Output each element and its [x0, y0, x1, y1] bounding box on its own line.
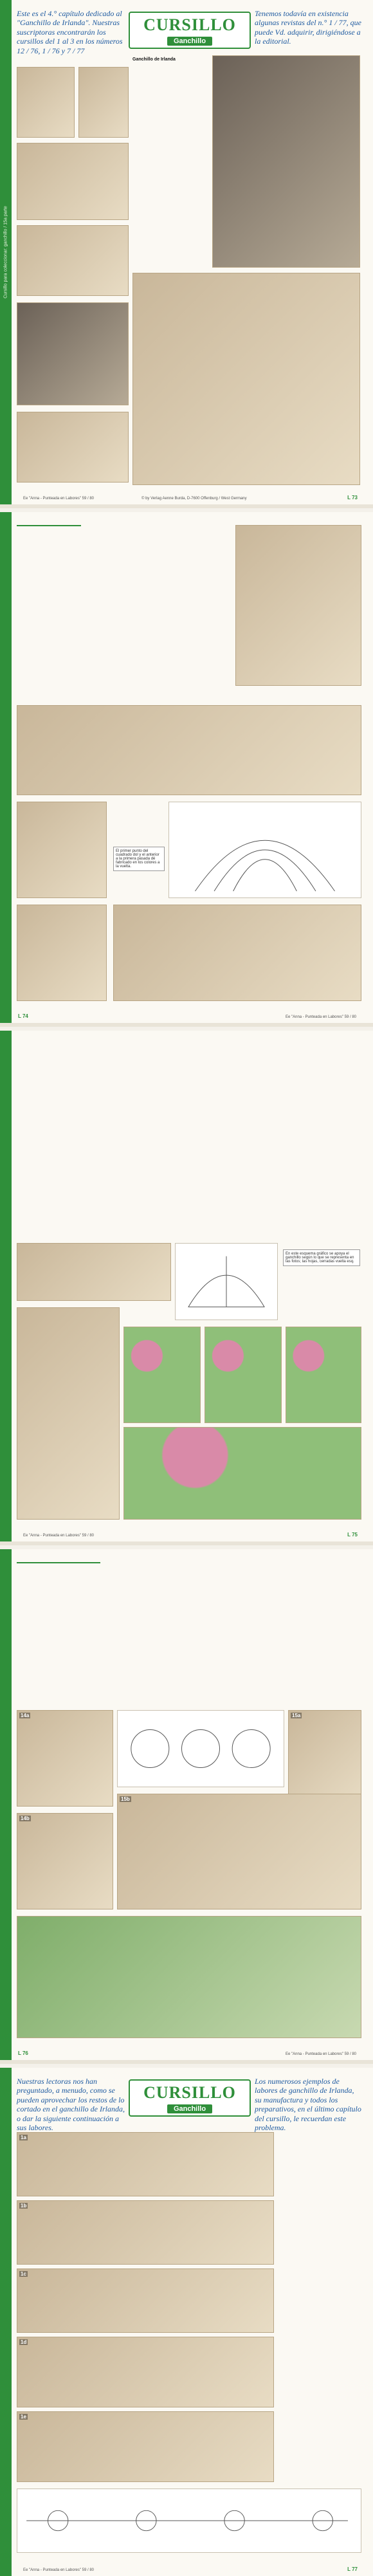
stitch-diagram-leaf	[175, 1243, 278, 1320]
crochet-photo-large-flower	[212, 55, 360, 268]
side-stripe	[0, 0, 12, 504]
text-column-2	[104, 1044, 188, 1237]
photo-label: 15b	[121, 1796, 130, 1802]
crochet-photo-15a	[288, 1710, 361, 1807]
intro-left: Nuestras lectoras nos han preguntado, a menudo, como se pueden aprovechar los restos de lo cortado en el ganchillo de Irlanda, o dar la siguiente continuación a sus labores.	[17, 2077, 125, 2132]
stitch-diagram-fan	[168, 802, 361, 898]
callout-note: En este esquema gráfico se apoya el ganchillo según lo que se representa en las fotos; las hojas, cerradas vuelta esq.	[283, 1249, 360, 1266]
crochet-photo-rings	[17, 225, 129, 296]
crochet-photo-1b	[17, 2200, 274, 2265]
crochet-photo-pink-flowers-b	[205, 1327, 282, 1423]
side-stripe	[0, 1549, 12, 2060]
crochet-photo-14b	[17, 1813, 113, 1909]
text-column-right	[279, 2132, 361, 2482]
crochet-photo-flower-edging	[17, 1916, 361, 2038]
photo-label: 1b	[21, 2203, 27, 2209]
crochet-photo-stem	[17, 1307, 120, 1520]
text-column-1	[17, 525, 81, 699]
photo-label: 14a	[21, 1713, 30, 1718]
crochet-photo-star	[17, 302, 129, 405]
stitch-diagram-bottom	[17, 2489, 361, 2553]
text-column-2	[85, 525, 156, 699]
crochet-photo-14a	[17, 1710, 113, 1807]
crochet-photo-leaves	[113, 905, 361, 1001]
crochet-photo-bottom	[132, 273, 360, 485]
crochet-photo-steps-b	[17, 905, 107, 1001]
crochet-photo-flower	[17, 143, 129, 220]
magazine-page-4	[0, 1549, 373, 2064]
text-column-3	[159, 525, 230, 699]
crochet-photo-strip-a	[17, 705, 361, 795]
crochet-photo-shell	[17, 67, 75, 138]
cursillo-banner	[129, 12, 251, 49]
footer: Ee "Anna - Punteada en Labores" 59 / 80	[23, 2568, 95, 2572]
magazine-page-5	[0, 2068, 373, 2576]
brand-subtitle: Ganchillo	[167, 2104, 212, 2113]
text-column-1	[132, 55, 208, 268]
page-number: L 73	[347, 495, 358, 501]
magazine-page-2	[0, 512, 373, 1027]
text-column-4	[279, 1562, 361, 1704]
crochet-photo-motif	[17, 412, 129, 483]
brand-title: CURSILLO	[143, 15, 236, 34]
crochet-photo-pink-flowers-c	[286, 1327, 361, 1423]
footer-mid: © by Verlag Aenne Burda, D-7600 Offenburg / West Germany	[141, 497, 247, 501]
text-column-2	[104, 1562, 188, 1704]
text-column-3	[192, 1562, 275, 1704]
intro-right: Los numerosos ejemplos de labores de ganchillo de Irlanda, su manufactura y todos los preparativos, en el último capítulo del cursillo, le recuerdan este problema.	[255, 2077, 361, 2132]
brand-title: CURSILLO	[143, 2083, 236, 2102]
photo-label: 14b	[21, 1816, 30, 1821]
photo-label: 1c	[21, 2271, 26, 2277]
intro-left: Este es el 4.° capítulo dedicado al "Ganchillo de Irlanda". Nuestras suscriptoras encontrarán los cursillos del 1 al 3 en los números 12 / 76, 1 / 76 y 7 / 77	[17, 9, 123, 55]
footer: Ee "Anna - Punteada en Labores" 59 / 80	[285, 2052, 356, 2056]
footer: Ee "Anna - Punteada en Labores" 59 / 80	[285, 1015, 356, 1019]
page-number: L 77	[347, 2566, 358, 2572]
photo-label: 1a	[21, 2135, 26, 2140]
crochet-photo-15b	[117, 1794, 361, 1909]
text-column-4	[279, 1044, 361, 1237]
stitch-diagram-circles	[117, 1710, 284, 1787]
crochet-photo-leaf-border	[17, 1243, 171, 1301]
photo-label: 1e	[21, 2414, 26, 2420]
brand-subtitle: Ganchillo	[167, 37, 212, 46]
side-stripe	[0, 1031, 12, 1541]
magazine-page-1	[0, 0, 373, 508]
side-stripe	[0, 512, 12, 1023]
crochet-photo-1d	[17, 2337, 274, 2407]
photo-label: 1d	[21, 2339, 27, 2345]
page-number: L 76	[18, 2050, 28, 2056]
leaf-diagram-svg	[176, 1244, 277, 1320]
footer-left: Ee "Anna - Punteada en Labores" 59 / 80	[23, 497, 95, 501]
fan-diagram-svg	[169, 802, 361, 897]
column-heading: Ganchillo de Irlanda	[132, 57, 176, 62]
crochet-photo-1e	[17, 2411, 274, 2482]
circle-diagram-svg	[118, 1711, 284, 1787]
crochet-photo-steps-a	[17, 802, 107, 898]
text-column-3	[192, 1044, 275, 1237]
crochet-photo-pink-flowers-a	[123, 1327, 201, 1423]
crochet-photo-pink-flowers-d	[123, 1427, 361, 1520]
text-column-1	[17, 1562, 100, 1704]
crochet-photo-flower-border	[235, 525, 361, 686]
page-number: L 74	[18, 1013, 28, 1019]
side-stripe	[0, 2068, 12, 2576]
crochet-photo-1c	[17, 2268, 274, 2333]
footer: Ee "Anna - Punteada en Labores" 59 / 80	[23, 1534, 95, 1538]
intro-right: Tenemos todavía en existencia algunas revistas del n.° 1 / 77, que puede Vd. adquirir, dirigiéndose a la editorial.	[255, 9, 362, 46]
side-stripe-text: Cursillo para coleccionar: ganchillo / 15a parte	[3, 206, 8, 299]
crochet-photo-1a	[17, 2132, 274, 2196]
cursillo-banner	[129, 2079, 251, 2117]
magazine-page-3	[0, 1031, 373, 1545]
bottom-diagram-svg	[17, 2489, 361, 2552]
crochet-photo-leaf	[78, 67, 129, 138]
page-number: L 75	[347, 1532, 358, 1538]
text-column-1	[17, 1044, 100, 1237]
photo-label: 15a	[292, 1713, 301, 1718]
callout-note: El primer punto del cuadrado dol y el anterior a la primera pasada dé fabricado en los colores a la vuelta.	[113, 847, 165, 871]
